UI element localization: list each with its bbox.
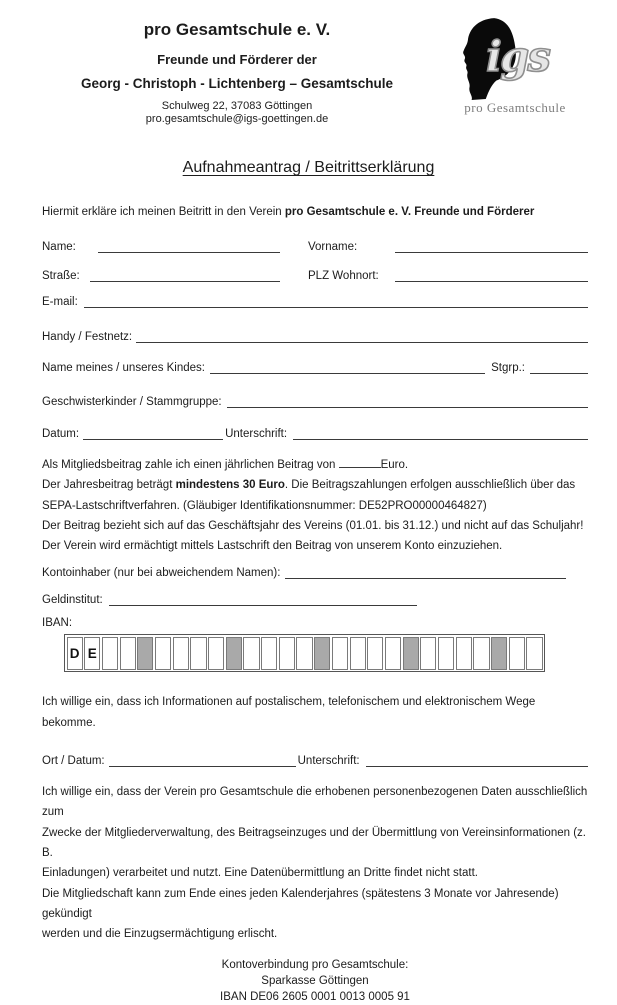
plz-wohnort-field-line [395, 268, 588, 282]
igs-logo [442, 14, 588, 116]
kontoinhaber-field-line [285, 565, 566, 579]
handy-label: Handy / Festnetz: [42, 331, 133, 343]
page-title: Aufnahmeantrag / Beitrittserklärung [182, 159, 435, 176]
kind-label: Name meines / unseres Kindes: [42, 362, 205, 374]
iban-cell [420, 637, 436, 670]
email-field-line [84, 294, 588, 308]
beitrag-amount-blank-line [339, 457, 381, 468]
iban-cell [456, 637, 472, 670]
privacy-paragraph [42, 782, 588, 944]
iban-cell [261, 637, 277, 670]
intro-text: Hiermit erkläre ich meinen Beitritt in den Verein [42, 206, 285, 218]
beitrag-year-line: Der Beitrag bezieht sich auf das Geschäftsjahr des Vereins (01.01. bis 31.12.) und nicht auf das Schuljahr! [42, 519, 584, 532]
ort-datum-label: Ort / Datum: [42, 755, 105, 768]
iban-cell [296, 637, 312, 670]
geldinstitut-label: Geldinstitut: [42, 594, 103, 607]
consent-info-line: Ich willige ein, dass ich Informationen auf postalischem, telefonischem und elektronischem Wege bekomme. [42, 696, 536, 729]
row-ort-datum-unterschrift [42, 753, 588, 767]
intro-line [42, 206, 588, 218]
stgrp-field-line [530, 360, 588, 374]
name-field-line [98, 239, 280, 253]
row-strasse-plz [42, 268, 588, 282]
intro-text-bold: pro Gesamtschule e. V. Freunde und Förderer [284, 206, 535, 218]
igs-logo-text: igs [486, 32, 549, 81]
org-address: Schulweg 22, 37083 Göttingen [161, 100, 313, 112]
footer-bank-iban: IBAN DE06 2605 0001 0013 0005 91 [220, 991, 410, 1004]
row-kontoinhaber [42, 565, 588, 579]
iban-cell [491, 637, 507, 670]
vorname-label: Vorname: [308, 241, 358, 253]
row-datum-unterschrift [42, 426, 588, 440]
datum-field-line [83, 426, 223, 440]
iban-label-row [42, 617, 588, 629]
plz-wohnort-label: PLZ Wohnort: [308, 270, 379, 282]
privacy-line: Ich willige ein, dass der Verein pro Gesamtschule die erhobenen personenbezogenen Daten ausschließlich zum [42, 786, 588, 819]
beitrag-fee-post: . Die Beitragszahlungen erfolgen ausschließlich über das [284, 479, 576, 492]
email-label: E-mail: [42, 296, 78, 308]
iban-label: IBAN: [42, 617, 73, 630]
iban-cell [350, 637, 366, 670]
iban-cell [173, 637, 189, 670]
strasse-field-line [90, 268, 280, 282]
iban-cell [473, 637, 489, 670]
datum-label: Datum: [42, 428, 80, 440]
privacy-line: Einladungen) verarbeitet und nutzt. Eine Datenübermittlung an Dritte findet nicht statt. [42, 867, 478, 880]
iban-cell [137, 637, 153, 670]
iban-cell [403, 637, 419, 670]
iban-cell [332, 637, 348, 670]
beitrag-fee-pre: Der Jahresbeitrag beträgt [42, 479, 176, 492]
iban-cell [243, 637, 259, 670]
footer-bank-title: Kontoverbindung pro Gesamtschule: [221, 959, 409, 972]
org-name: pro Gesamtschule e. V. [143, 20, 331, 39]
unterschrift2-label: Unterschrift: [297, 755, 360, 768]
row-email [42, 294, 588, 308]
beitrag-fee-bold: mindestens 30 Euro [175, 479, 285, 492]
name-label: Name: [42, 241, 76, 253]
bank-footer [42, 957, 588, 1005]
unterschrift2-field-line [366, 753, 588, 767]
iban-grid [64, 634, 545, 672]
iban-cell [279, 637, 295, 670]
beitrag-debit-line: Der Verein wird ermächtigt mittels Lastschrift den Beitrag von unserem Konto einzuziehen. [42, 540, 503, 553]
beitrag-fee-line [42, 475, 588, 495]
unterschrift-field-line [293, 426, 588, 440]
igs-logo-caption: pro Gesamtschule [464, 100, 566, 115]
iban-cell [190, 637, 206, 670]
row-name-vorname [42, 239, 588, 253]
vorname-field-line [395, 239, 588, 253]
iban-cell: E [84, 637, 100, 670]
privacy-line: werden und die Einzugsermächtigung erlischt. [42, 928, 278, 941]
geschwister-field-line [227, 394, 588, 408]
beitrag-amount-pre: Als Mitgliedsbeitrag zahle ich einen jährlichen Beitrag von [42, 459, 339, 471]
footer-bank-name: Sparkasse Göttingen [261, 975, 369, 988]
unterschrift-label: Unterschrift: [225, 428, 288, 440]
iban-cell [314, 637, 330, 670]
iban-cell: D [67, 637, 83, 670]
beitrag-paragraph [42, 455, 588, 556]
iban-cell [385, 637, 401, 670]
privacy-line: Die Mitgliedschaft kann zum Ende eines jeden Kalenderjahres (spätestens 3 Monate vor Jahresende) gekündigt [42, 887, 559, 920]
row-geschwister [42, 394, 588, 408]
iban-cell [208, 637, 224, 670]
beitrag-sepa-line: SEPA-Lastschriftverfahren. (Gläubiger Identifikationsnummer: DE52PRO00000464827) [42, 499, 487, 512]
org-subtitle-1: Freunde und Förderer der [157, 52, 317, 67]
ort-datum-field-line [109, 753, 296, 767]
iban-cell [155, 637, 171, 670]
geldinstitut-field-line [109, 592, 417, 606]
row-handy [42, 329, 588, 343]
iban-cell [102, 637, 118, 670]
org-email: pro.gesamtschule@igs-goettingen.de [145, 113, 329, 125]
geschwister-label: Geschwisterkinder / Stammgruppe: [42, 396, 222, 408]
iban-cell [367, 637, 383, 670]
privacy-line: Zwecke der Mitgliederverwaltung, des Beitragseinzuges und der Übermittlung von Vereinsinformationen (z. B. [42, 826, 586, 859]
stgrp-label: Stgrp.: [491, 362, 525, 374]
iban-cell [509, 637, 525, 670]
kontoinhaber-label: Kontoinhaber (nur bei abweichendem Namen): [42, 567, 281, 580]
beitrag-amount-post: Euro. [380, 459, 409, 471]
org-header-text [42, 14, 432, 126]
kind-field-line [210, 360, 485, 374]
iban-cell [120, 637, 136, 670]
iban-cell [226, 637, 242, 670]
iban-cell [526, 637, 542, 670]
org-subtitle-2: Georg - Christoph - Lichtenberg – Gesamtschule [80, 76, 394, 91]
row-geldinstitut [42, 592, 588, 606]
handy-field-line [136, 329, 588, 343]
beitrag-amount-line [42, 455, 588, 475]
strasse-label: Straße: [42, 270, 80, 282]
row-kind-stgrp [42, 360, 588, 374]
iban-cell [438, 637, 454, 670]
form-header [42, 14, 588, 126]
